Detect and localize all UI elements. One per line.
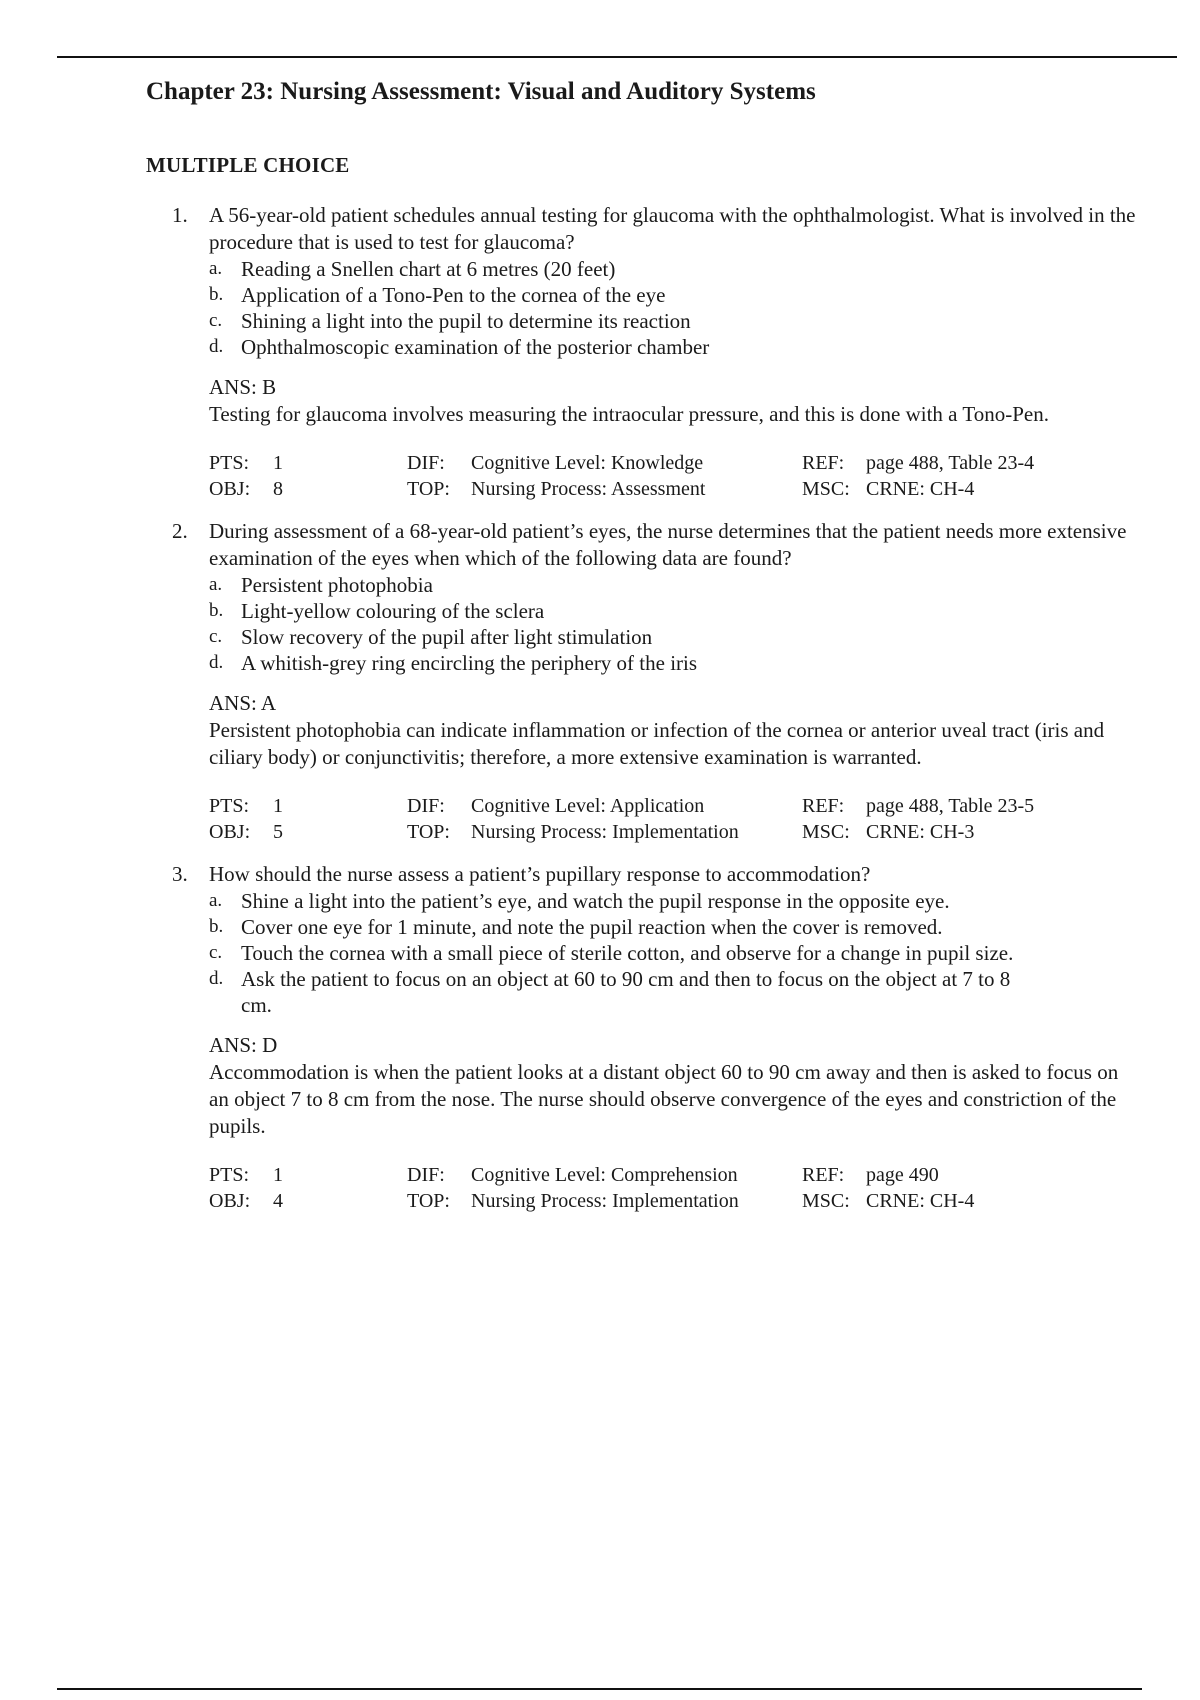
- top-cell: [407, 1188, 802, 1214]
- ref-value: page 488, Table 23-4: [866, 452, 1035, 474]
- obj-label: OBJ:: [209, 1190, 251, 1212]
- option-text: Shine a light into the patient’s eye, and watch the pupil response in the opposite eye.: [241, 889, 950, 913]
- msc-cell: [802, 819, 1102, 845]
- question-stem: During assessment of a 68-year-old patient’s eyes, the nurse determines that the patient needs more extensive examination of the eyes when which of the following data are found?: [209, 519, 1127, 570]
- dif-cell: [407, 793, 802, 819]
- option-text: Shining a light into the pupil to determine its reaction: [241, 309, 691, 333]
- option-letter: c.: [209, 310, 223, 331]
- options-list: [209, 256, 1139, 360]
- option-text: Persistent photophobia: [241, 573, 433, 597]
- option-text: Light-yellow colouring of the sclera: [241, 599, 545, 623]
- option-text: A whitish-grey ring encircling the periphery of the iris: [241, 651, 698, 675]
- option-d: [209, 966, 1139, 1018]
- obj-value: 5: [273, 821, 283, 843]
- obj-label: OBJ:: [209, 821, 251, 843]
- question-number: 3.: [172, 862, 188, 886]
- option-a: [209, 888, 1139, 914]
- answer-block: [209, 690, 1139, 771]
- msc-cell: [802, 1188, 1102, 1214]
- dif-label: DIF:: [407, 452, 445, 474]
- option-text: Ask the patient to focus on an object at 60 to 90 cm and then to focus on the object at 7 to 8 cm.: [241, 967, 1011, 1017]
- option-letter: a.: [209, 890, 223, 911]
- msc-value: CRNE: CH-3: [866, 821, 975, 843]
- top-value: Nursing Process: Implementation: [471, 1190, 739, 1212]
- dif-value: Cognitive Level: Application: [471, 795, 705, 817]
- pts-value: 1: [273, 452, 283, 474]
- question-body: [209, 518, 1139, 845]
- ref-label: REF:: [802, 795, 845, 817]
- question-1: [146, 202, 1146, 502]
- answer-block: [209, 374, 1139, 428]
- option-letter: c.: [209, 942, 223, 963]
- pts-cell: [209, 793, 407, 819]
- obj-value: 8: [273, 478, 283, 500]
- pts-label: PTS:: [209, 452, 250, 474]
- rationale: Persistent photophobia can indicate inflammation or infection of the cornea or anterior uveal tract (iris and ciliary body) or conjunctivitis; therefore, a more extensive examination is warranted.: [209, 718, 1105, 769]
- question-2: [146, 518, 1146, 845]
- option-a: [209, 572, 1139, 598]
- metadata-table: [209, 793, 1139, 845]
- pts-label: PTS:: [209, 1164, 250, 1186]
- option-letter: d.: [209, 336, 224, 357]
- pts-cell: [209, 450, 407, 476]
- top-label: TOP:: [407, 1190, 450, 1212]
- option-text: Slow recovery of the pupil after light stimulation: [241, 625, 653, 649]
- bottom-rule: [57, 1688, 1142, 1690]
- rationale: Accommodation is when the patient looks at a distant object 60 to 90 cm away and then is asked to focus on an object 7 to 8 cm from the nose. The nurse should observe convergence of the eyes and constriction of the pupils.: [209, 1060, 1119, 1138]
- top-label: TOP:: [407, 478, 450, 500]
- msc-value: CRNE: CH-4: [866, 478, 975, 500]
- option-c: [209, 624, 1139, 650]
- top-label: TOP:: [407, 821, 450, 843]
- option-letter: b.: [209, 600, 224, 621]
- top-value: Nursing Process: Implementation: [471, 821, 739, 843]
- top-cell: [407, 476, 802, 502]
- option-b: [209, 914, 1139, 940]
- top-value: Nursing Process: Assessment: [471, 478, 706, 500]
- option-letter: c.: [209, 626, 223, 647]
- document-page: [146, 70, 1146, 1214]
- options-list: [209, 572, 1139, 676]
- option-letter: b.: [209, 284, 224, 305]
- option-d: [209, 650, 1139, 676]
- top-cell: [407, 819, 802, 845]
- ref-value: page 488, Table 23-5: [866, 795, 1035, 817]
- option-letter: a.: [209, 574, 223, 595]
- pts-value: 1: [273, 1164, 283, 1186]
- msc-cell: [802, 476, 1102, 502]
- answer-block: [209, 1032, 1139, 1140]
- msc-label: MSC:: [802, 478, 850, 500]
- question-body: [209, 861, 1139, 1214]
- answer-key: ANS: A: [209, 691, 277, 715]
- metadata-table: [209, 1162, 1139, 1214]
- dif-value: Cognitive Level: Knowledge: [471, 452, 704, 474]
- option-b: [209, 598, 1139, 624]
- question-stem: A 56-year-old patient schedules annual testing for glaucoma with the ophthalmologist. What is involved in the procedure that is used to test for glaucoma?: [209, 203, 1136, 254]
- option-c: [209, 940, 1139, 966]
- obj-label: OBJ:: [209, 478, 251, 500]
- option-text: Touch the cornea with a small piece of sterile cotton, and observe for a change in pupil size.: [241, 941, 1014, 965]
- question-body: [209, 202, 1139, 502]
- question-3: [146, 861, 1146, 1214]
- option-text: Application of a Tono-Pen to the cornea of the eye: [241, 283, 666, 307]
- ref-label: REF:: [802, 1164, 845, 1186]
- option-letter: a.: [209, 258, 223, 279]
- options-list: [209, 888, 1139, 1018]
- obj-cell: [209, 1188, 407, 1214]
- pts-cell: [209, 1162, 407, 1188]
- question-stem: How should the nurse assess a patient’s pupillary response to accommodation?: [209, 862, 871, 886]
- option-a: [209, 256, 1139, 282]
- ref-cell: [802, 793, 1102, 819]
- metadata-table: [209, 450, 1139, 502]
- pts-value: 1: [273, 795, 283, 817]
- question-number: 1.: [172, 203, 188, 227]
- ref-value: page 490: [866, 1164, 939, 1186]
- rationale: Testing for glaucoma involves measuring the intraocular pressure, and this is done with a Tono-Pen.: [209, 402, 1049, 426]
- option-d: [209, 334, 1139, 360]
- option-c: [209, 308, 1139, 334]
- msc-label: MSC:: [802, 1190, 850, 1212]
- obj-cell: [209, 476, 407, 502]
- answer-key: ANS: B: [209, 375, 277, 399]
- question-number: 2.: [172, 519, 188, 543]
- msc-label: MSC:: [802, 821, 850, 843]
- option-b: [209, 282, 1139, 308]
- pts-label: PTS:: [209, 795, 250, 817]
- option-letter: b.: [209, 916, 224, 937]
- ref-label: REF:: [802, 452, 845, 474]
- obj-cell: [209, 819, 407, 845]
- ref-cell: [802, 1162, 1102, 1188]
- msc-value: CRNE: CH-4: [866, 1190, 975, 1212]
- option-text: Reading a Snellen chart at 6 metres (20 feet): [241, 257, 616, 281]
- ref-cell: [802, 450, 1102, 476]
- obj-value: 4: [273, 1190, 283, 1212]
- option-letter: d.: [209, 652, 224, 673]
- option-text: Cover one eye for 1 minute, and note the pupil reaction when the cover is removed.: [241, 915, 943, 939]
- answer-key: ANS: D: [209, 1033, 278, 1057]
- option-text: Ophthalmoscopic examination of the posterior chamber: [241, 335, 710, 359]
- section-heading: MULTIPLE CHOICE: [146, 153, 350, 177]
- chapter-title: Chapter 23: Nursing Assessment: Visual and Auditory Systems: [146, 78, 816, 105]
- top-rule: [57, 56, 1177, 58]
- option-letter: d.: [209, 968, 224, 989]
- dif-label: DIF:: [407, 795, 445, 817]
- dif-label: DIF:: [407, 1164, 445, 1186]
- dif-cell: [407, 450, 802, 476]
- dif-value: Cognitive Level: Comprehension: [471, 1164, 738, 1186]
- dif-cell: [407, 1162, 802, 1188]
